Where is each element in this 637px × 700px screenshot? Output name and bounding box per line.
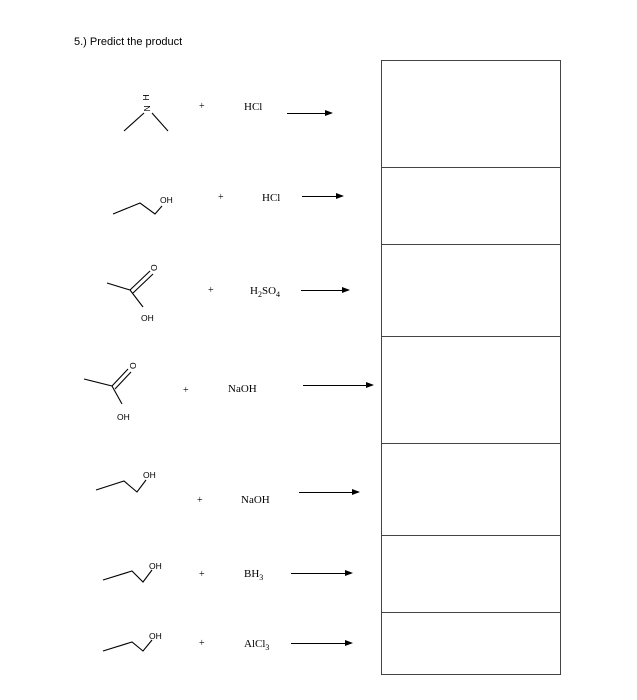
reaction-arrow [301, 290, 348, 291]
ethanol-structure-3 [103, 561, 162, 582]
reaction-arrow [287, 113, 331, 114]
oxygen-atom-label: O [128, 362, 138, 369]
reaction-arrow [302, 196, 342, 197]
hydroxyl-label: OH [160, 195, 173, 205]
plus-sign: + [197, 495, 203, 506]
hydrogen-atom-label: H [141, 94, 151, 101]
plus-sign: + [218, 192, 224, 203]
reaction-arrow [299, 492, 358, 493]
plus-sign: + [199, 638, 205, 649]
answer-box-1[interactable] [381, 60, 561, 168]
acetic-acid-structure-1 [107, 264, 159, 323]
reagent-label: AlCl$_3$ [244, 638, 270, 653]
reagent-label: $H_2SO_4$ [250, 285, 281, 300]
plus-sign: + [199, 101, 205, 112]
reaction-arrow [303, 385, 372, 386]
acetic-acid-structure-2 [84, 362, 138, 422]
question-title: 5.) Predict the product [74, 36, 183, 48]
answer-box-2[interactable] [381, 167, 561, 245]
hydroxyl-label: OH [149, 631, 162, 641]
answer-box-7[interactable] [381, 612, 561, 675]
plus-sign: + [208, 285, 214, 296]
answer-box-4[interactable] [381, 336, 561, 444]
reaction-arrow [291, 573, 351, 574]
answer-box-6[interactable] [381, 535, 561, 613]
reagent-label: HCl [262, 192, 281, 204]
plus-sign: + [199, 569, 205, 580]
dimethylamine-structure [124, 94, 168, 131]
hydroxyl-label: OH [149, 561, 162, 571]
plus-sign: + [183, 385, 189, 396]
reagent-label: HCl [244, 101, 263, 113]
reaction-arrow [291, 643, 351, 644]
hydroxyl-label: OH [141, 313, 154, 323]
reagent-label: $BH_3$ [244, 568, 264, 583]
nitrogen-atom-label: N [142, 105, 152, 112]
oxygen-atom-label: O [149, 264, 159, 271]
reagent-label: NaOH [228, 383, 257, 395]
answer-box-3[interactable] [381, 244, 561, 337]
hydroxyl-label: OH [143, 470, 156, 480]
answer-box-5[interactable] [381, 443, 561, 536]
ethanol-structure-4 [103, 631, 162, 651]
hydroxyl-label: OH [117, 412, 130, 422]
reagent-label: NaOH [241, 494, 270, 506]
ethanol-structure-1 [113, 195, 173, 214]
ethanol-structure-2 [96, 470, 156, 492]
